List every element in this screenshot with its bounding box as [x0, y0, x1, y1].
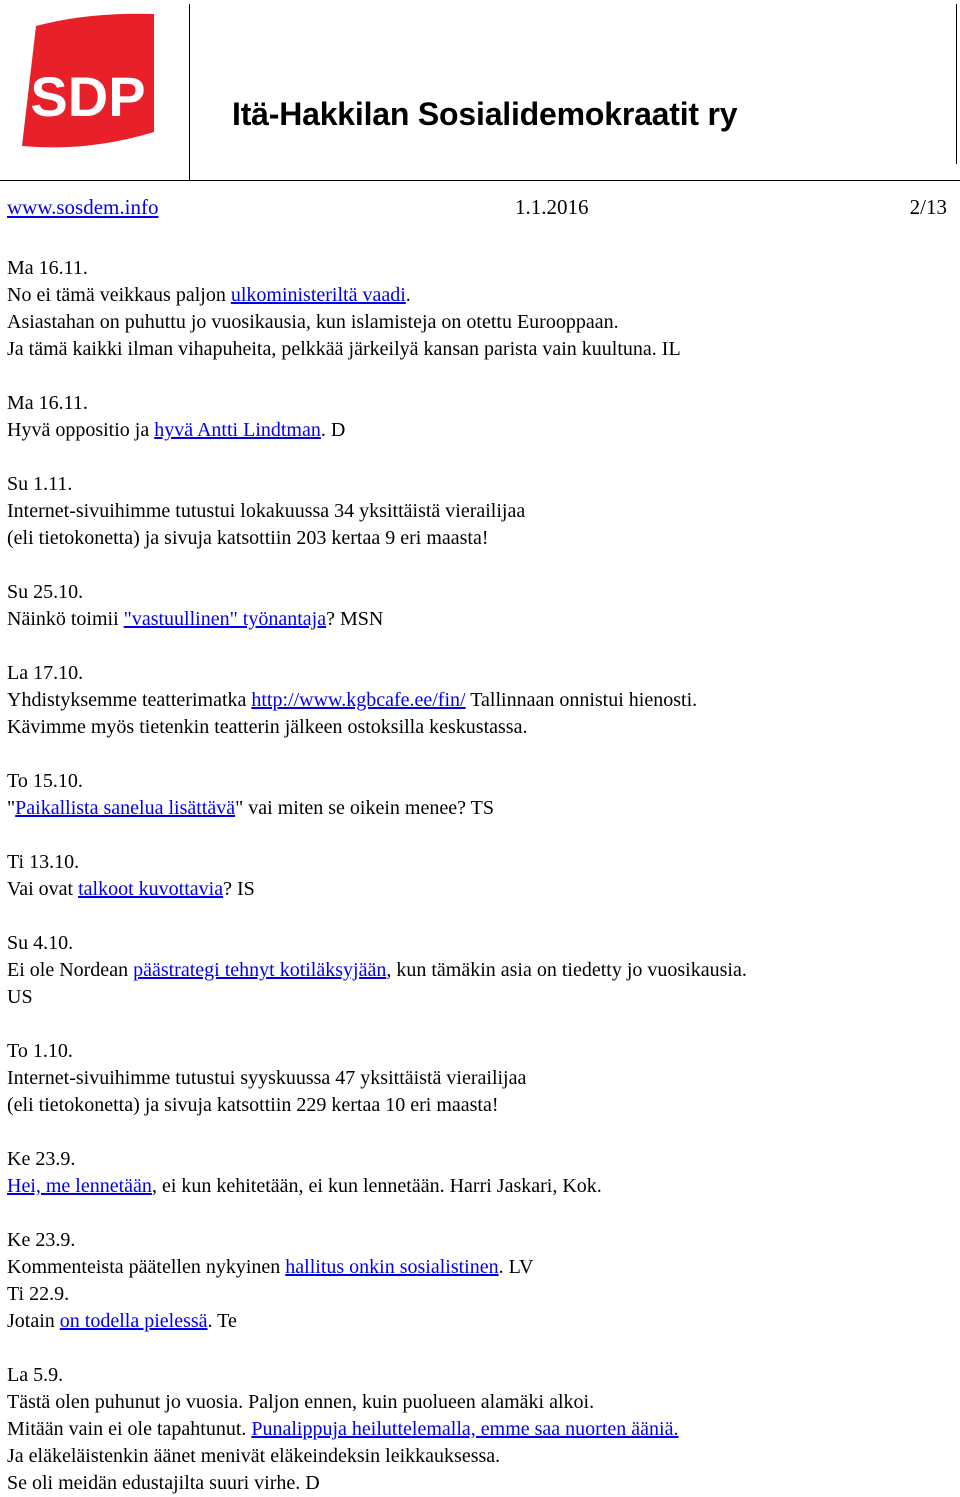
entry-text: Ei ole Nordean päästrategi tehnyt kotiläksyjään, kun tämäkin asia on tiedetty jo vuosikausia.: [7, 959, 747, 981]
entry-link[interactable]: hallitus onkin sosialistinen: [285, 1256, 499, 1278]
entry-date: Su 1.11.: [7, 473, 73, 495]
news-entry: [7, 1281, 953, 1335]
header-divider: [189, 4, 190, 180]
entry-text: Tästä olen puhunut jo vuosia. Paljon ennen, kuin puolueen alamäki alkoi.: [7, 1391, 595, 1413]
entry-text: Kävimme myös tietenkin teatterin jälkeen ostoksilla keskustassa.: [7, 716, 528, 738]
entry-link[interactable]: Punalippuja heiluttelemalla, emme saa nuorten ääniä.: [251, 1418, 679, 1440]
entry-text: Se oli meidän edustajilta suuri virhe. D: [7, 1472, 320, 1494]
entry-link[interactable]: Paikallista sanelua lisättävä: [15, 797, 236, 819]
entry-date: Ti 22.9.: [7, 1283, 70, 1305]
entry-text: Vai ovat talkoot kuvottavia? IS: [7, 878, 255, 900]
entry-text: (eli tietokonetta) ja sivuja katsottiin 203 kertaa 9 eri maasta!: [7, 527, 489, 549]
entry-text: Yhdistyksemme teatterimatka http://www.kgbcafe.ee/fin/ Tallinnaan onnistui hienosti.: [7, 689, 698, 711]
news-entry: [7, 1146, 953, 1200]
logo-text: SDP: [30, 65, 146, 128]
news-entry: [7, 930, 953, 1011]
page-header: [0, 0, 960, 185]
entry-text: Asiastahan on puhuttu jo vuosikausia, kun islamisteja on otettu Eurooppaan.: [7, 311, 619, 333]
entry-date: Ti 13.10.: [7, 851, 80, 873]
entry-link[interactable]: päästrategi tehnyt kotiläksyjään: [133, 959, 387, 981]
entry-link[interactable]: hyvä Antti Lindtman: [154, 419, 321, 441]
entry-date: Su 25.10.: [7, 581, 84, 603]
news-entry: [7, 1362, 953, 1497]
entry-text: "Paikallista sanelua lisättävä" vai miten se oikein menee? TS: [7, 797, 494, 819]
entry-link[interactable]: "vastuullinen" työnantaja: [123, 608, 327, 630]
organization-title: Itä-Hakkilan Sosialidemokraatit ry: [232, 96, 738, 132]
sdp-logo: [18, 12, 158, 152]
site-link[interactable]: www.sosdem.info: [7, 195, 159, 219]
entry-text: Internet-sivuihimme tutustui lokakuussa 34 yksittäistä vierailijaa: [7, 500, 526, 522]
entry-text: (eli tietokonetta) ja sivuja katsottiin 229 kertaa 10 eri maasta!: [7, 1094, 499, 1116]
entry-date: Su 4.10.: [7, 932, 74, 954]
news-entry: [7, 1227, 953, 1281]
site-link-wrap: [7, 194, 158, 220]
news-entry: [7, 660, 953, 741]
entry-date: La 5.9.: [7, 1364, 64, 1386]
news-entry: [7, 849, 953, 903]
entry-link[interactable]: Hei, me lennetään: [7, 1175, 152, 1197]
document-date: 1.1.2016: [515, 195, 589, 219]
entry-link[interactable]: ulkoministeriltä vaadi: [230, 284, 406, 306]
entry-text: US: [7, 986, 33, 1008]
entry-link[interactable]: talkoot kuvottavia: [78, 878, 224, 900]
page-number: 2/13: [909, 195, 947, 219]
news-entry: [7, 1038, 953, 1119]
entry-date: La 17.10.: [7, 662, 84, 684]
entry-text: Internet-sivuihimme tutustui syyskuussa 47 yksittäistä vierailijaa: [7, 1067, 527, 1089]
entry-text: Mitään vain ei ole tapahtunut. Punalippuja heiluttelemalla, emme saa nuorten ääniä.: [7, 1418, 679, 1440]
entry-date: Ma 16.11.: [7, 257, 88, 279]
news-entry: [7, 579, 953, 633]
entry-date: To 15.10.: [7, 770, 83, 792]
news-list: [7, 255, 953, 1497]
news-entry: [7, 390, 953, 444]
entry-date: Ma 16.11.: [7, 392, 88, 414]
entry-text: Ja eläkeläistenkin äänet menivät eläkeindeksin leikkauksessa.: [7, 1445, 501, 1467]
entry-date: To 1.10.: [7, 1040, 73, 1062]
entry-text: Ja tämä kaikki ilman vihapuheita, pelkkää järkeilyä kansan parista vain kuultuna. IL: [7, 338, 681, 360]
entry-text: Kommenteista päätellen nykyinen hallitus onkin sosialistinen. LV: [7, 1256, 534, 1278]
news-entry: [7, 768, 953, 822]
entry-text: Jotain on todella pielessä. Te: [7, 1310, 237, 1332]
entry-text: Hei, me lennetään, ei kun kehitetään, ei kun lennetään. Harri Jaskari, Kok.: [7, 1175, 602, 1197]
header-right-border: [956, 4, 957, 164]
entry-link[interactable]: http://www.kgbcafe.ee/fin/: [251, 689, 466, 711]
entry-date: Ke 23.9.: [7, 1148, 76, 1170]
entry-date: Ke 23.9.: [7, 1229, 76, 1251]
entry-link[interactable]: on todella pielessä: [59, 1310, 208, 1332]
header-rule: [0, 180, 960, 181]
news-entry: [7, 471, 953, 552]
entry-text: No ei tämä veikkaus paljon ulkoministeriltä vaadi.: [7, 284, 411, 306]
entry-text: Näinkö toimii "vastuullinen" työnantaja? MSN: [7, 608, 384, 630]
news-entry: [7, 255, 953, 363]
entry-text: Hyvä oppositio ja hyvä Antti Lindtman. D: [7, 419, 346, 441]
